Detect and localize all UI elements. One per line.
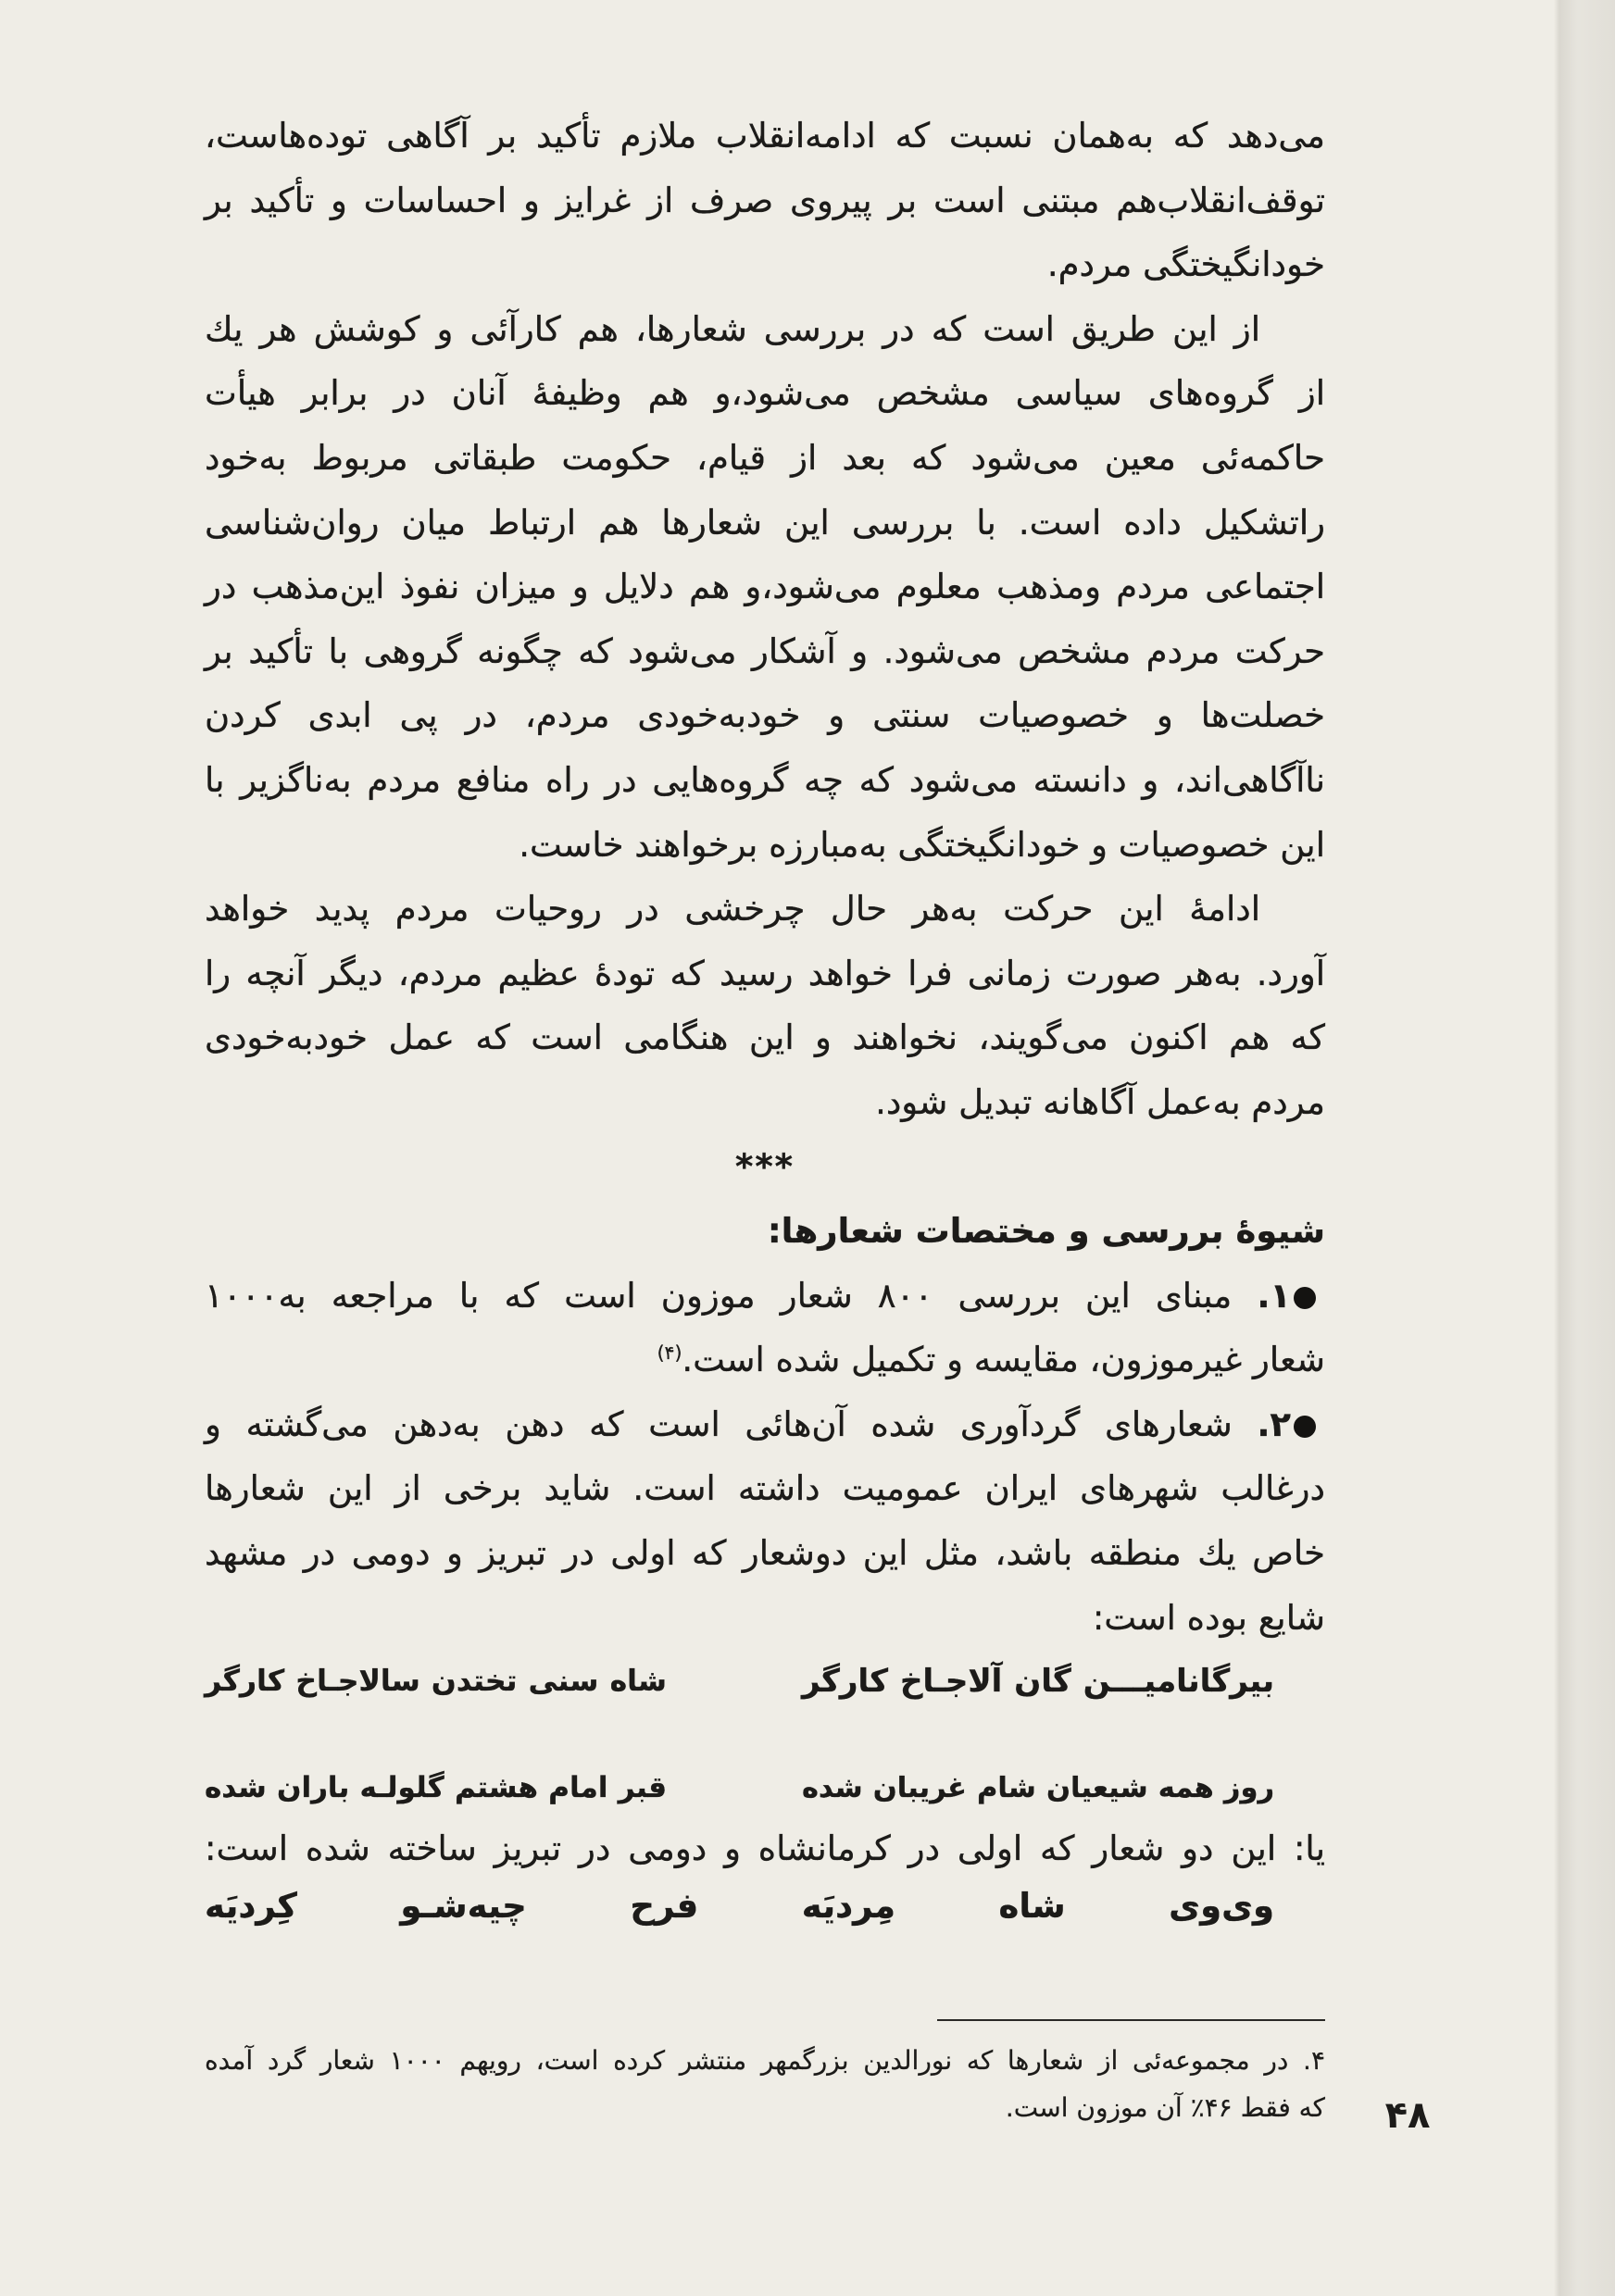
footnote-line: که فقط ۴۶٪ آن موزون است. <box>1005 2092 1325 2123</box>
bullet-icon <box>1294 1287 1316 1309</box>
body-line: آورد. به‌هر صورت زمانی فرا خواهد رسید که تودهٔ عظیم مردم، دیگر آنچه را <box>205 953 1325 993</box>
slogan-word: شاه <box>998 1886 1066 1927</box>
page-number: ۴۸ <box>1384 2094 1431 2137</box>
footnote-rule <box>937 2019 1325 2021</box>
body-line: مردم به‌عمل آگاهانه تبدیل شود. <box>875 1081 1325 1122</box>
hemistich-first: بیرگانامیـــن گان آلاجـاخ کارگر <box>802 1663 1274 1701</box>
item-text: مبنای این بررسی ۸۰۰ شعار موزون است که با مراجعه به۱۰۰۰ <box>205 1275 1233 1316</box>
item-text: شایع بوده است: <box>1092 1597 1325 1638</box>
verse-row <box>205 1756 1325 1821</box>
hemistich-first: روز همه شیعیان شام غریبان شده <box>802 1771 1274 1804</box>
item-number: ۲. <box>1257 1404 1291 1444</box>
item-line <box>205 1392 1325 1457</box>
body-line: خودانگیختگی مردم. <box>1046 244 1325 285</box>
slogan-word: مِردیَه <box>801 1886 896 1927</box>
item-text: درغالب شهرهای ایران عمومیت داشته است. شاید برخی از این شعارها <box>205 1468 1325 1509</box>
hemistich-second: شاه سنی تختدن سالاجـاخ کارگر <box>205 1665 667 1699</box>
verse-row <box>205 1650 1325 1715</box>
body-line: این خصوصیات و خودانگیختگی به‌مبارزه برخواهند خاست. <box>519 824 1325 865</box>
item-text: شعارهای گردآوری شده آن‌هائی است که دهن به‌دهن می‌گشته و <box>205 1404 1233 1444</box>
item-line <box>205 1264 1325 1329</box>
section-separator: *** <box>734 1146 795 1187</box>
slogan-word: فرح <box>630 1886 699 1927</box>
bullet-icon <box>1294 1416 1316 1438</box>
paragraph <box>205 877 1325 1134</box>
item-number: ۱. <box>1257 1275 1291 1316</box>
body-line: که هم اکنون می‌گویند، نخواهند و این هنگامی است که عمل خودبه‌خودی <box>205 1017 1325 1058</box>
body-line: ناآگاهی‌اند، و دانسته می‌شود که چه گروه‌هایی در راه منافع مردم به‌ناگزیر با <box>205 759 1325 800</box>
body-line: حرکت مردم مشخص می‌شود. و آشکار می‌شود که چگونه گروهی با تأکید بر <box>205 630 1325 671</box>
footnote <box>205 2037 1325 2131</box>
body-line: از گروه‌های سیاسی مشخص می‌شود،و هم وظیفهٔ آنان در برابر هیأت <box>205 373 1325 414</box>
numbered-item <box>205 1392 1325 1650</box>
section-heading: شیوهٔ بررسی و مختصات شعارها: <box>767 1211 1325 1252</box>
body-line: ادامهٔ این حرکت به‌هر حال چرخشی در روحیات مردم پدید خواهد <box>205 889 1260 930</box>
paragraph-continued <box>205 104 1325 297</box>
item-line <box>205 1328 1325 1392</box>
body-line: می‌دهد که به‌همان نسبت که ادامه‌انقلاب ملازم تأکید بر آگاهی توده‌هاست، <box>205 116 1325 156</box>
slogan-words-row <box>205 1874 1274 1939</box>
body-line: حاکمه‌ئی معین می‌شود که بعد از قیام، حکومت طبقاتی مربوط به‌خود <box>205 437 1325 478</box>
body-line: راتشکیل داده است. با بررسی این شعارها هم ارتباط میان روان‌شناسی <box>205 502 1325 543</box>
footnote-ref: (۴) <box>657 1341 682 1365</box>
body-line: خصلت‌ها و خصوصیات سنتی و خودبه‌خودی مردم، در پی ابدی کردن <box>205 695 1325 736</box>
verse-intro-line: یا: این دو شعار که اولی در کرمانشاه و دومی در تبریز ساخته شده است: <box>205 1828 1325 1869</box>
item-text: شعار غیرموزون، مقایسه و تکمیل شده است. <box>682 1340 1325 1380</box>
body-line: اجتماعی مردم ومذهب معلوم می‌شود،و هم دلایل و میزان نفوذ این‌مذهب در <box>205 567 1325 607</box>
item-line <box>205 1586 1325 1651</box>
item-line <box>205 1521 1325 1586</box>
body-line: توقف‌انقلاب‌هم مبتنی است بر پیروی صرف از غرایز و احساسات و تأکید بر <box>205 180 1325 220</box>
hemistich-second: قبر امام هشتم گلولـه باران شده <box>205 1770 667 1804</box>
paragraph <box>205 297 1325 877</box>
item-line <box>205 1456 1325 1521</box>
slogan-word: وی‌وی <box>1169 1886 1274 1927</box>
numbered-item <box>205 1264 1325 1392</box>
body-line: از این طریق است که در بررسی شعارها، هم کارآئی و کوشش هر یك <box>205 308 1260 349</box>
main-text-block <box>205 104 1325 1939</box>
page-edge-shadow <box>1554 0 1615 2296</box>
slogan-word: چیه‌شـو <box>400 1886 527 1927</box>
slogan-word: کِردیَه <box>205 1886 297 1927</box>
item-text: خاص یك منطقه باشد، مثل این دوشعار که اولی در تبریز و دومی در مشهد <box>205 1533 1325 1574</box>
footnote-line: ۴. در مجموعه‌ئی از شعارها که نورالدین بزرگمهر منتشر کرده است، رویهم ۱۰۰۰ شعار گرد آمده <box>205 2045 1325 2076</box>
